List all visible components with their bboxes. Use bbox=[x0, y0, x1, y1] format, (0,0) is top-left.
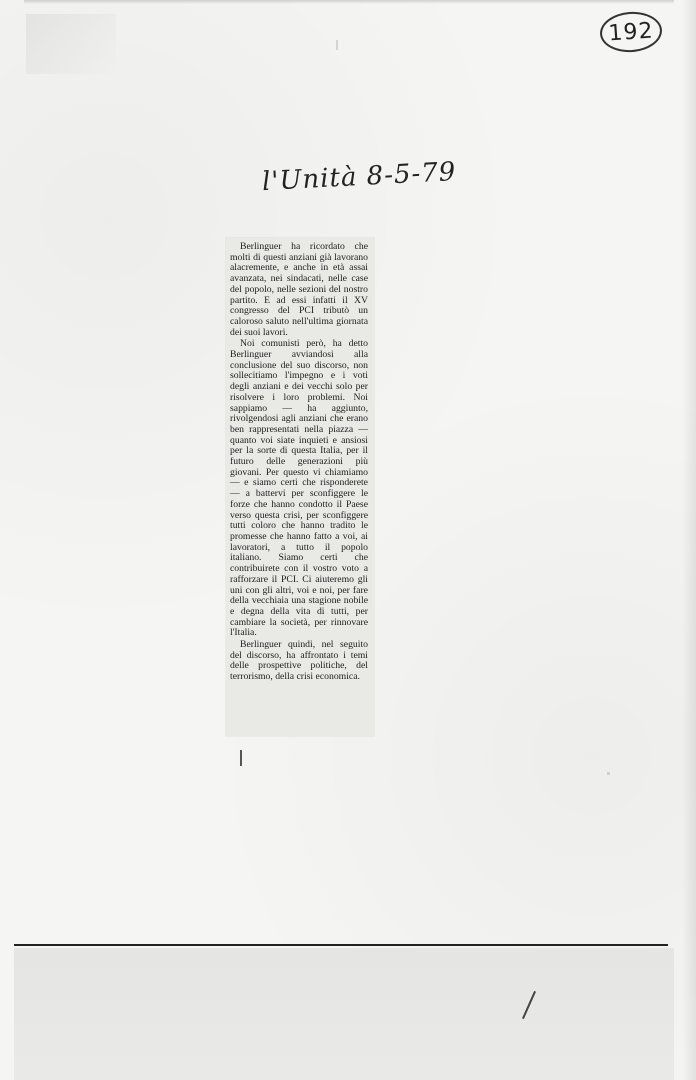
article-paragraph-2: Noi comunisti però, ha detto Berlinguer avviandosi alla conclusione del suo discorso, non sollecitiamo l'impegno e i voti degli anziani e dei vecchi solo per risolvere i loro problemi. Noi sappiamo — ha aggiunto, rivolgendosi agli anziani che erano ben rappresentati nella piazza — quanto voi siate inquieti e ansiosi per la sorte di questa Italia, per il futuro delle generazioni più giovani. Per questo vi chiamiamo — e siamo certi che risponderete — a battervi per sconfiggere le forze che hanno condotto il Paese verso questa crisi, per sconfiggere tutti coloro che hanno tradito le promesse che hanno fatto a voi, ai lavoratori, a tutto il popolo italiano. Siamo certi che contribuirete con il vostro voto a rafforzare il PCI. Ci aiuteremo gli uni con gli altri, voi e noi, per fare della vecchiaia una stagione nobile e degna della vita di tutti, per cambiare la società, per rinnovare l'Italia. bbox=[230, 338, 368, 639]
scan-speck bbox=[336, 40, 338, 50]
page-divider-line bbox=[14, 944, 668, 946]
scan-top-edge bbox=[24, 0, 674, 4]
scan-corner-shadow bbox=[26, 14, 116, 74]
handwritten-source-date: l'Unità 8-5-79 bbox=[261, 156, 458, 198]
article-paragraph-3: Berlinguer quindi, nel seguito del discorso, ha affrontato i temi delle prospettive politiche, del terrorismo, della crisi economica. bbox=[230, 639, 368, 683]
article-paragraph-1: Berlinguer ha ricordato che molti di questi anziani già lavorano alacremente, e anche in età assai avanzata, nei sindacati, nelle case del popolo, nelle sezioni del nostro partito. E ad essi infatti il XV congresso del PCI tributò un caloroso saluto nell'ultima giornata dei suoi lavori. bbox=[230, 241, 368, 338]
scan-speck bbox=[607, 772, 610, 775]
page-number: 192 bbox=[607, 17, 655, 47]
bottom-bleed-through-area bbox=[14, 948, 674, 1080]
newspaper-clipping bbox=[226, 238, 374, 736]
scan-right-edge bbox=[682, 0, 696, 1080]
page-number-stamp bbox=[599, 10, 664, 54]
pen-mark bbox=[240, 750, 242, 766]
